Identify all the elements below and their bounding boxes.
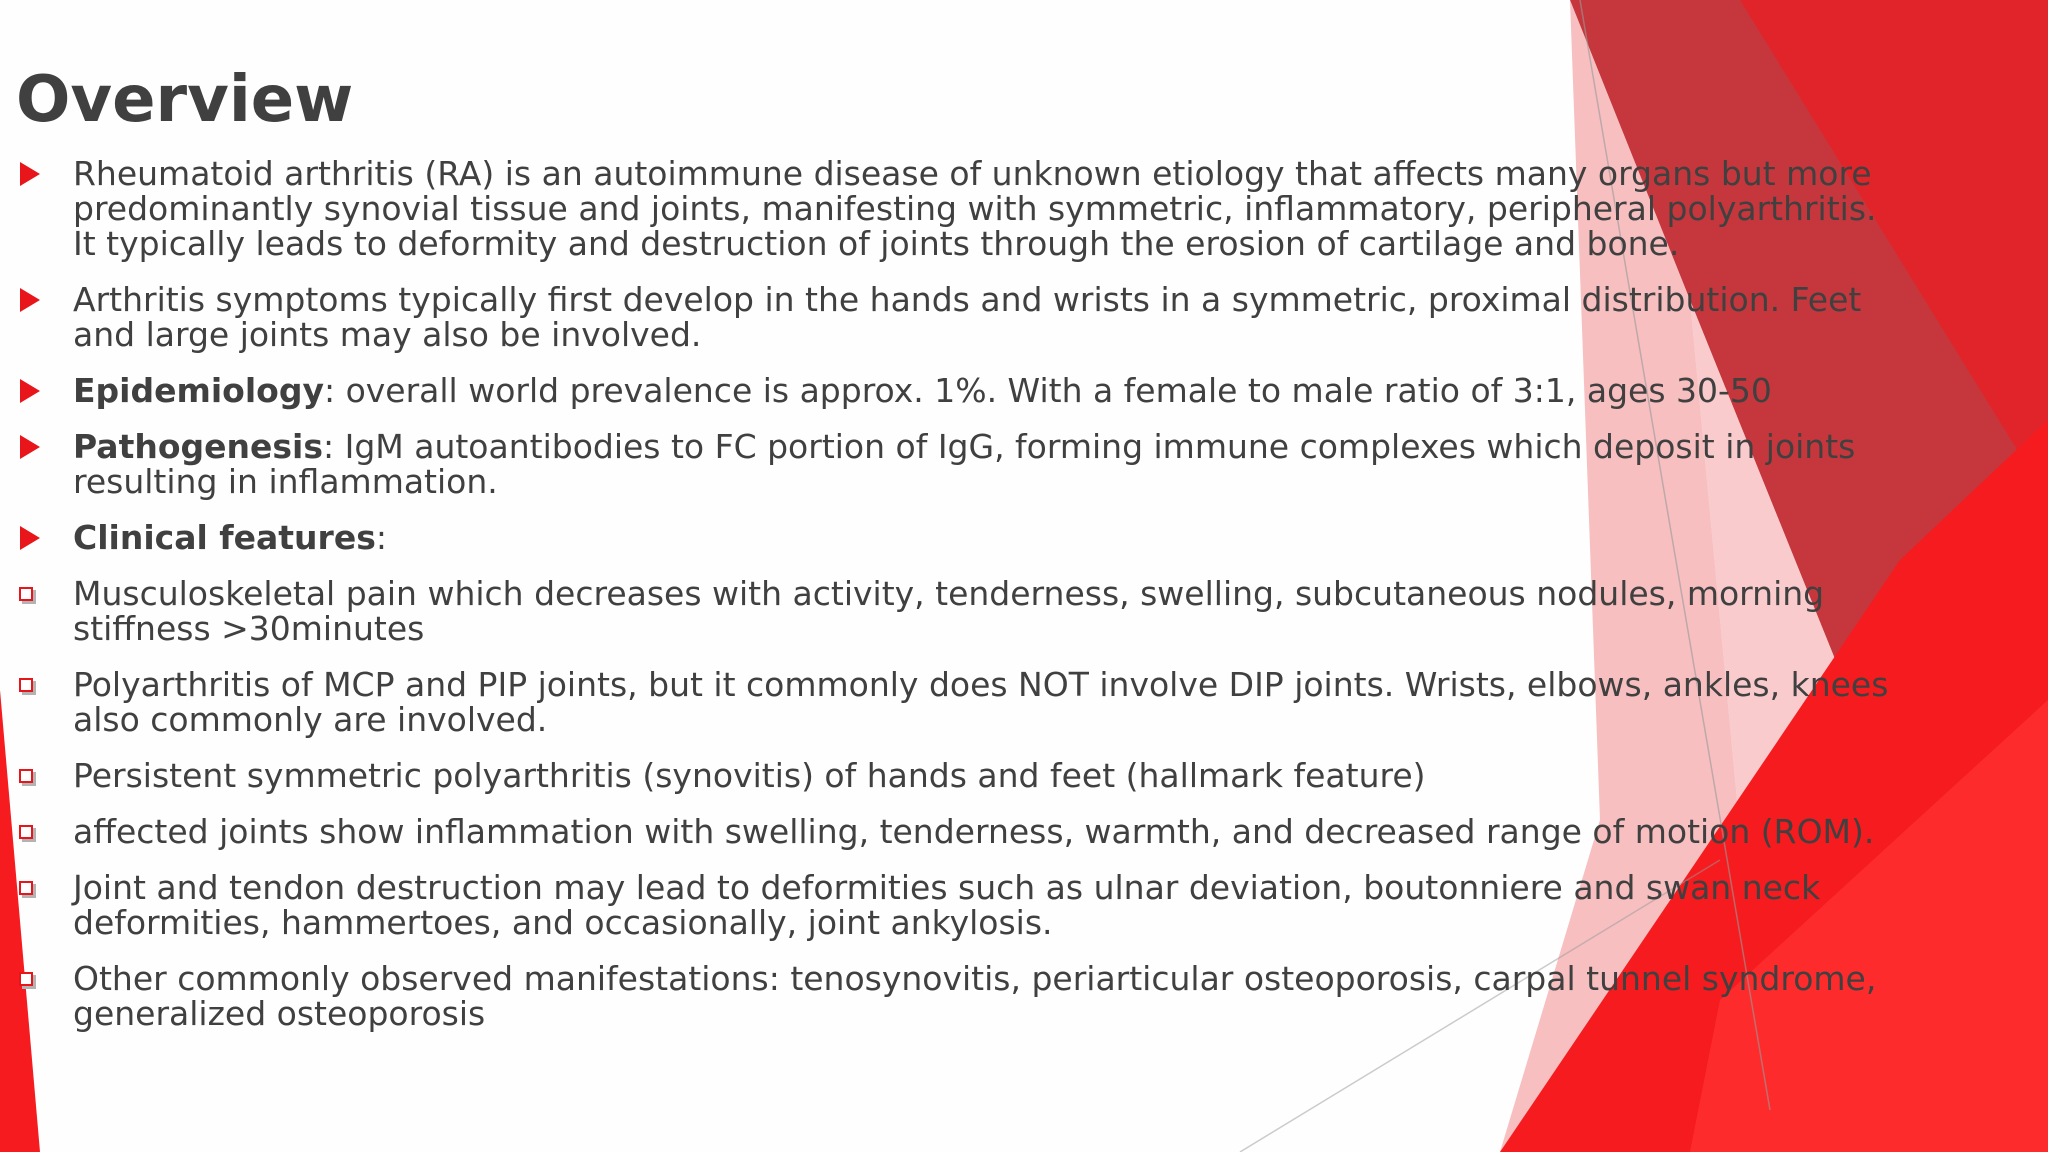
bullet-item bbox=[0, 156, 1900, 261]
bullet-lead: Pathogenesis bbox=[73, 427, 323, 466]
checkbox-bullet-icon bbox=[19, 972, 33, 986]
bullet-text: affected joints show inflammation with swelling, tenderness, warmth, and decreased range of motion (ROM). bbox=[73, 812, 1875, 851]
bullet-item bbox=[0, 758, 1900, 793]
bullet-item bbox=[0, 667, 1900, 737]
bullet-text: Rheumatoid arthritis (RA) is an autoimmune disease of unknown etiology that affects many organs but more predominantly synovial tissue and joints, manifesting with symmetric, inflammatory, peripheral polyarthritis. It typically leads to deformity and destruction of joints through the erosion of cartilage and bone. bbox=[73, 154, 1877, 263]
checkbox-bullet-icon bbox=[19, 881, 33, 895]
bullet-text: Persistent symmetric polyarthritis (synovitis) of hands and feet (hallmark feature) bbox=[73, 756, 1426, 795]
bullet-item bbox=[0, 870, 1900, 940]
triangle-bullet-icon bbox=[20, 435, 40, 459]
bullet-item bbox=[0, 814, 1900, 849]
bullet-text: Other commonly observed manifestations: tenosynovitis, periarticular osteoporosis, carpal tunnel syndrome, generalized osteoporosis bbox=[73, 959, 1877, 1033]
bullet-lead: Clinical features bbox=[73, 518, 376, 557]
checkbox-bullet-icon bbox=[19, 825, 33, 839]
bullet-item bbox=[0, 282, 1900, 352]
checkbox-bullet-icon bbox=[19, 769, 33, 783]
bullet-item bbox=[0, 961, 1900, 1031]
slide-title: Overview bbox=[16, 63, 354, 137]
bullet-item bbox=[0, 429, 1900, 499]
triangle-bullet-icon bbox=[20, 162, 40, 186]
bullet-text: Arthritis symptoms typically first develop in the hands and wrists in a symmetric, proximal distribution. Feet and large joints may also be involved. bbox=[73, 280, 1862, 354]
triangle-bullet-icon bbox=[20, 379, 40, 403]
bullet-text: : bbox=[375, 518, 387, 557]
bullet-list bbox=[0, 156, 1900, 1052]
bullet-item bbox=[0, 576, 1900, 646]
bullet-text: : IgM autoantibodies to FC portion of IgG, forming immune complexes which deposit in joints resulting in inflammation. bbox=[73, 427, 1856, 501]
checkbox-bullet-icon bbox=[19, 587, 33, 601]
bullet-item bbox=[0, 373, 1900, 408]
triangle-bullet-icon bbox=[20, 288, 40, 312]
checkbox-bullet-icon bbox=[19, 678, 33, 692]
bullet-item bbox=[0, 520, 1900, 555]
bullet-lead: Epidemiology bbox=[73, 371, 324, 410]
bullet-text: Polyarthritis of MCP and PIP joints, but it commonly does NOT involve DIP joints. Wrists, elbows, ankles, knees also commonly are involved. bbox=[73, 665, 1889, 739]
bullet-text: Joint and tendon destruction may lead to deformities such as ulnar deviation, boutonniere and swan neck deformities, hammertoes, and occasionally, joint ankylosis. bbox=[73, 868, 1821, 942]
bullet-text: : overall world prevalence is approx. 1%. With a female to male ratio of 3:1, ages 30-50 bbox=[323, 371, 1772, 410]
triangle-bullet-icon bbox=[20, 526, 40, 550]
bullet-text: Musculoskeletal pain which decreases with activity, tenderness, swelling, subcutaneous nodules, morning stiffness >30minutes bbox=[73, 574, 1825, 648]
